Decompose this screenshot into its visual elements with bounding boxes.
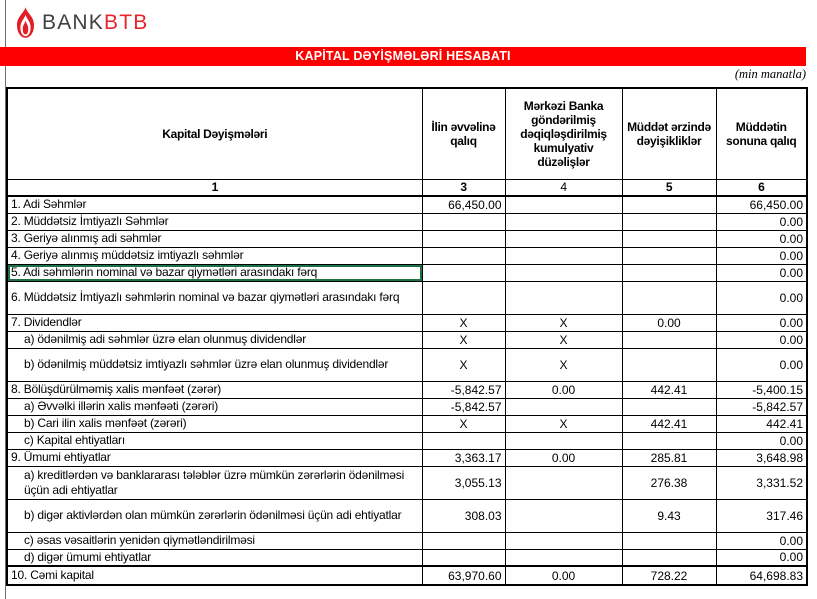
table-row bbox=[7, 247, 807, 264]
value-cell-col5[interactable] bbox=[622, 264, 716, 281]
value-cell-col3[interactable] bbox=[422, 264, 505, 281]
value-cell-col4[interactable] bbox=[505, 549, 622, 566]
value-cell-col6[interactable]: 64,698.83 bbox=[716, 566, 807, 585]
value-cell-col6[interactable]: -5,400.15 bbox=[716, 381, 807, 398]
value-cell-col5[interactable] bbox=[622, 247, 716, 264]
value-cell-col4[interactable] bbox=[505, 281, 622, 314]
value-cell-col3[interactable] bbox=[422, 432, 505, 449]
table-row bbox=[7, 566, 807, 585]
value-cell-col4[interactable]: X bbox=[505, 415, 622, 432]
value-cell-col4[interactable]: X bbox=[505, 348, 622, 381]
row-label-cell[interactable]: 4. Geriyə alınmış müddətsiz imtiyazlı səhmlər bbox=[7, 247, 422, 264]
bank-btb-logo bbox=[17, 7, 148, 38]
value-cell-col6[interactable]: 0.00 bbox=[716, 432, 807, 449]
value-cell-col5[interactable]: 0.00 bbox=[622, 314, 716, 331]
value-cell-col3[interactable]: -5,842.57 bbox=[422, 398, 505, 415]
value-cell-col4[interactable] bbox=[505, 196, 622, 213]
column-header-1[interactable]: Kapital Dəyişmələri bbox=[7, 88, 422, 179]
table-row bbox=[7, 432, 807, 449]
row-label-cell[interactable]: b) digər aktivlərdən olan mümkün zərərlərin ödənilməsi üçün adi ehtiyatlar bbox=[7, 499, 422, 532]
column-header-4[interactable]: Müddət ərzində dəyişikliklər bbox=[622, 88, 716, 179]
value-cell-col3[interactable] bbox=[422, 230, 505, 247]
value-cell-col4[interactable] bbox=[505, 247, 622, 264]
value-cell-col4[interactable]: 0.00 bbox=[505, 381, 622, 398]
table-row bbox=[7, 549, 807, 566]
value-cell-col3[interactable]: X bbox=[422, 348, 505, 381]
row-label-cell[interactable]: c) əsas vəsaitlərin yenidən qiymətləndirilməsi bbox=[7, 532, 422, 549]
row-label-cell[interactable]: 9. Ümumi ehtiyatlar bbox=[7, 449, 422, 466]
value-cell-col4[interactable] bbox=[505, 213, 622, 230]
row-label-cell[interactable]: 1. Adi Səhmlər bbox=[7, 196, 422, 213]
value-cell-col3[interactable]: 63,970.60 bbox=[422, 566, 505, 585]
table-row bbox=[7, 281, 807, 314]
value-cell-col6[interactable]: 0.00 bbox=[716, 264, 807, 281]
value-cell-col5[interactable] bbox=[622, 398, 716, 415]
header-row bbox=[7, 88, 807, 179]
value-cell-col3[interactable]: X bbox=[422, 314, 505, 331]
table-row bbox=[7, 532, 807, 549]
table-row bbox=[7, 230, 807, 247]
value-cell-col5[interactable] bbox=[622, 348, 716, 381]
value-cell-col3[interactable]: 3,055.13 bbox=[422, 466, 505, 499]
value-cell-col3[interactable] bbox=[422, 549, 505, 566]
row-label-cell[interactable]: a) Əvvəlki illərin xalis mənfəəti (zərəri) bbox=[7, 398, 422, 415]
row-label-cell[interactable]: d) digər ümumi ehtiyatlar bbox=[7, 549, 422, 566]
value-cell-col5[interactable] bbox=[622, 549, 716, 566]
column-number-1[interactable]: 1 bbox=[7, 179, 422, 196]
report-title-banner: KAPİTAL DƏYİŞMƏLƏRİ HESABATI bbox=[0, 47, 806, 66]
row-label-cell[interactable]: 6. Müddətsiz İmtiyazlı səhmlərin nominal və bazar qiymətləri arasındakı fərq bbox=[7, 281, 422, 314]
value-cell-col3[interactable] bbox=[422, 247, 505, 264]
value-cell-col6[interactable]: 0.00 bbox=[716, 331, 807, 348]
value-cell-col4[interactable]: X bbox=[505, 314, 622, 331]
value-cell-col5[interactable]: 9.43 bbox=[622, 499, 716, 532]
table-row bbox=[7, 381, 807, 398]
row-label-cell[interactable]: c) Kapital ehtiyatları bbox=[7, 432, 422, 449]
value-cell-col5[interactable] bbox=[622, 281, 716, 314]
table-row bbox=[7, 415, 807, 432]
value-cell-col6[interactable]: 0.00 bbox=[716, 230, 807, 247]
value-cell-col6[interactable]: 3,331.52 bbox=[716, 466, 807, 499]
value-cell-col6[interactable]: 3,648.98 bbox=[716, 449, 807, 466]
value-cell-col4[interactable] bbox=[505, 532, 622, 549]
capital-changes-table bbox=[6, 87, 808, 586]
value-cell-col6[interactable]: 442.41 bbox=[716, 415, 807, 432]
table-header bbox=[7, 88, 807, 196]
table-row bbox=[7, 348, 807, 381]
row-label-cell[interactable]: a) ödənilmiş adi səhmlər üzrə elan olunmuş dividendlər bbox=[7, 331, 422, 348]
value-cell-col3[interactable]: X bbox=[422, 415, 505, 432]
table-row bbox=[7, 331, 807, 348]
row-label-cell[interactable]: a) kreditlərdən və banklararası tələblər üzrə mümkün zərərlərin ödənilməsi üçün adi ehtiyatlar bbox=[7, 466, 422, 499]
value-cell-col5[interactable] bbox=[622, 230, 716, 247]
value-cell-col6[interactable]: 0.00 bbox=[716, 348, 807, 381]
value-cell-col6[interactable]: 0.00 bbox=[716, 213, 807, 230]
value-cell-col6[interactable]: -5,842.57 bbox=[716, 398, 807, 415]
value-cell-col4[interactable] bbox=[505, 466, 622, 499]
value-cell-col5[interactable]: 276.38 bbox=[622, 466, 716, 499]
column-header-3[interactable]: Mərkəzi Banka göndərilmiş dəqiqləşdirilmiş kumulyativ düzəlişlər bbox=[505, 88, 622, 179]
table-body bbox=[7, 196, 807, 585]
table-row bbox=[7, 499, 807, 532]
row-label-cell[interactable]: b) Cari ilin xalis mənfəət (zərəri) bbox=[7, 415, 422, 432]
unit-note: (min manatla) bbox=[734, 67, 806, 81]
row-label-cell[interactable]: 7. Dividendlər bbox=[7, 314, 422, 331]
value-cell-col4[interactable] bbox=[505, 432, 622, 449]
value-cell-col5[interactable]: 442.41 bbox=[622, 381, 716, 398]
value-cell-col3[interactable]: -5,842.57 bbox=[422, 381, 505, 398]
column-header-2[interactable]: İlin əvvəlinə qalıq bbox=[422, 88, 505, 179]
value-cell-col4[interactable] bbox=[505, 398, 622, 415]
value-cell-col5[interactable] bbox=[622, 532, 716, 549]
column-number-3[interactable]: 4 bbox=[505, 179, 622, 196]
table-row bbox=[7, 466, 807, 499]
value-cell-col5[interactable]: 442.41 bbox=[622, 415, 716, 432]
table-row bbox=[7, 213, 807, 230]
value-cell-col3[interactable] bbox=[422, 532, 505, 549]
column-number-4[interactable]: 5 bbox=[622, 179, 716, 196]
value-cell-col3[interactable]: 308.03 bbox=[422, 499, 505, 532]
value-cell-col4[interactable]: 0.00 bbox=[505, 566, 622, 585]
table-row bbox=[7, 264, 807, 281]
value-cell-col6[interactable]: 0.00 bbox=[716, 532, 807, 549]
column-header-5[interactable]: Müddətin sonuna qalıq bbox=[716, 88, 807, 179]
column-number-row bbox=[7, 179, 807, 196]
value-cell-col4[interactable]: X bbox=[505, 331, 622, 348]
value-cell-col5[interactable]: 728.22 bbox=[622, 566, 716, 585]
value-cell-col6[interactable]: 0.00 bbox=[716, 281, 807, 314]
row-label-cell[interactable]: 2. Müddətsiz İmtiyazlı Səhmlər bbox=[7, 213, 422, 230]
table-row bbox=[7, 449, 807, 466]
column-number-5[interactable]: 6 bbox=[716, 179, 807, 196]
table-row bbox=[7, 398, 807, 415]
column-number-2[interactable]: 3 bbox=[422, 179, 505, 196]
value-cell-col5[interactable]: 285.81 bbox=[622, 449, 716, 466]
value-cell-col3[interactable]: 66,450.00 bbox=[422, 196, 505, 213]
value-cell-col6[interactable]: 0.00 bbox=[716, 549, 807, 566]
table-row bbox=[7, 314, 807, 331]
value-cell-col6[interactable]: 0.00 bbox=[716, 314, 807, 331]
value-cell-col3[interactable]: 3,363.17 bbox=[422, 449, 505, 466]
flame-icon bbox=[17, 7, 34, 38]
row-label-cell[interactable]: 8. Bölüşdürülməmiş xalis mənfəət (zərər) bbox=[7, 381, 422, 398]
value-cell-col5[interactable] bbox=[622, 213, 716, 230]
value-cell-col3[interactable] bbox=[422, 281, 505, 314]
logo-bank-text: BANK bbox=[42, 10, 104, 34]
value-cell-col5[interactable] bbox=[622, 331, 716, 348]
value-cell-col4[interactable]: 0.00 bbox=[505, 449, 622, 466]
value-cell-col4[interactable] bbox=[505, 499, 622, 532]
value-cell-col3[interactable]: X bbox=[422, 331, 505, 348]
logo-wordmark bbox=[42, 11, 148, 35]
value-cell-col5[interactable] bbox=[622, 196, 716, 213]
table-row bbox=[7, 196, 807, 213]
value-cell-col4[interactable] bbox=[505, 230, 622, 247]
row-label-cell[interactable]: 10. Cəmi kapital bbox=[7, 566, 422, 585]
value-cell-col6[interactable]: 66,450.00 bbox=[716, 196, 807, 213]
row-label-cell[interactable]: b) ödənilmiş müddətsiz imtiyazlı səhmlər üzrə elan olunmuş dividendlər bbox=[7, 348, 422, 381]
row-label-cell-selected[interactable]: 5. Adi səhmlərin nominal və bazar qiymətləri arasındakı fərq bbox=[7, 264, 422, 281]
value-cell-col4[interactable] bbox=[505, 264, 622, 281]
value-cell-col3[interactable] bbox=[422, 213, 505, 230]
value-cell-col5[interactable] bbox=[622, 432, 716, 449]
logo-btb-text: BTB bbox=[104, 10, 149, 34]
value-cell-col6[interactable]: 317.46 bbox=[716, 499, 807, 532]
value-cell-col6[interactable]: 0.00 bbox=[716, 247, 807, 264]
row-label-cell[interactable]: 3. Geriyə alınmış adi səhmlər bbox=[7, 230, 422, 247]
